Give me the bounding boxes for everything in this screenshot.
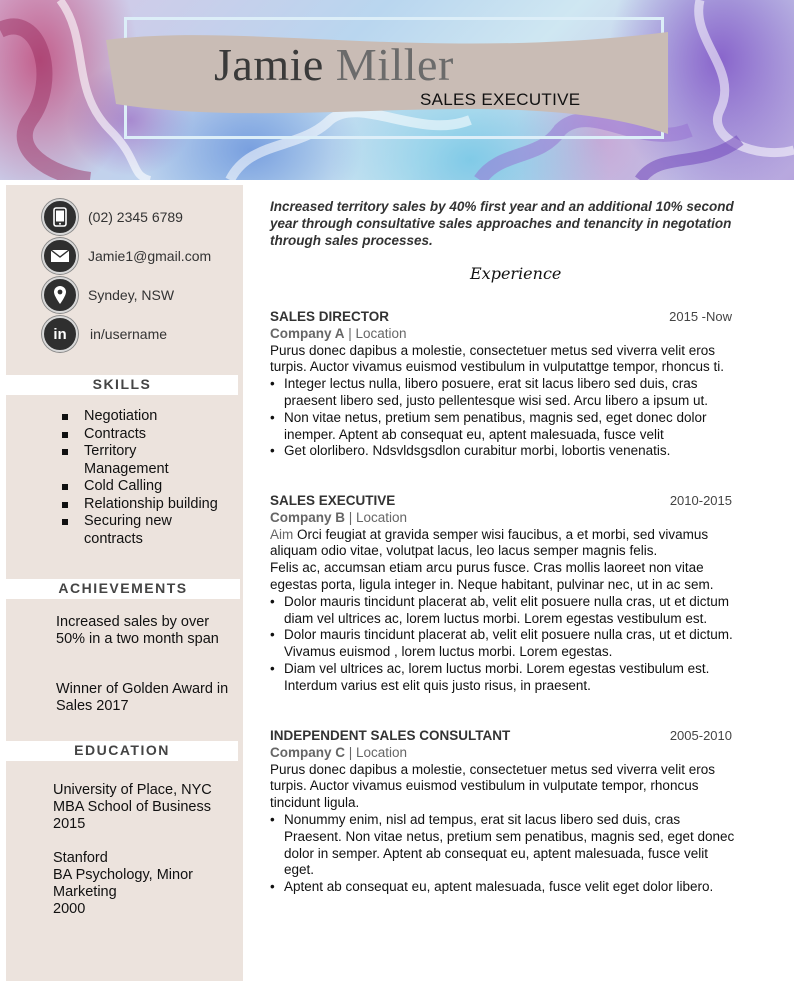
profile-summary: Increased territory sales by 40% first year and an additional 10% second year through consultative sales approaches and tenancity in negotation through sales processes. (270, 199, 734, 248)
job-bullet: • Get olorlibero. Ndsvldsgsdlon curabitur morbi, lobortis venenatis. (270, 443, 740, 460)
job-entry (270, 493, 740, 695)
description-text: Orci feugiat at gravida semper wisi faucibus, a et morbi, sed vivamus aliquam odio vitae, volutpat lacus, leo lacus semper magnis felis. (270, 526, 709, 559)
achievements-header (6, 579, 240, 599)
location-pin-icon (42, 277, 78, 313)
skill-item: Securing new contracts (62, 513, 224, 548)
job-dates: 2010-2015 (669, 493, 732, 508)
job-bullet: • Aptent ab consequat eu, aptent malesuada, fusce velit eget dolor libero. (270, 879, 740, 896)
job-bullets (270, 376, 740, 460)
phone-text: (02) 2345 6789 (88, 209, 183, 225)
education-title: EDUCATION (74, 742, 170, 758)
achievement-item: Increased sales by over 50% in a two month span (56, 614, 219, 647)
contact-location (42, 277, 174, 313)
job-title: SALES EXECUTIVE (420, 90, 581, 109)
header-banner (0, 0, 794, 180)
job-dates: 2005-2010 (669, 728, 732, 743)
contact-email (42, 238, 211, 274)
job-bullet: • Dolor mauris tincidunt placerat ab, velit elit posuere nulla cras, ut et dictum. Vivamus euismod , lorem luctus morbi. Lorem egestas. (270, 627, 740, 661)
job-position: SALES DIRECTOR (270, 309, 390, 324)
skill-item: Relationship building (62, 496, 224, 514)
company-location: | Location (344, 325, 407, 341)
description-lead: Aim (270, 526, 294, 542)
job-company-line (270, 510, 740, 527)
experience-heading: Experience (470, 264, 562, 283)
skill-item: Contracts (62, 426, 224, 444)
job-description: Purus donec dapibus a molestie, consectetuer metus sed viverra velit eros turpis. Auctor vivamus euismod vestibulum in vulputattge tempor, rhoncus ti. (270, 342, 724, 375)
contact-phone (42, 199, 183, 235)
job-entry (270, 728, 740, 896)
email-text: Jamie1@gmail.com (88, 248, 212, 264)
education-degree: MBA School of Business (53, 799, 211, 815)
skill-item: Territory Management (62, 443, 224, 478)
job-entry (270, 309, 740, 460)
education-degree: BA Psychology, Minor Marketing (53, 867, 193, 900)
job-dates: 2015 -Now (669, 309, 732, 324)
education-entry (53, 782, 233, 833)
job-description (270, 527, 740, 561)
company-name: Company B (270, 509, 346, 525)
job-company-line (270, 326, 740, 343)
job-description-2: Felis ac, accumsan etiam arcu purus fusce. Cras mollis laoreet non vitae egestas porta, ligula integer in. Neque habitant, pulvinar nec, ut in ac sem. (270, 560, 714, 592)
first-name: Jamie (214, 39, 324, 90)
company-name: Company A (270, 325, 345, 341)
education-header (6, 741, 238, 761)
skills-header (6, 375, 238, 395)
achievements-title: ACHIEVEMENTS (58, 580, 188, 596)
linkedin-text: in/username (90, 326, 168, 342)
last-name: Miller (335, 39, 454, 90)
job-position: SALES EXECUTIVE (270, 493, 396, 508)
mail-icon (42, 238, 78, 274)
achievement-item: Winner of Golden Award in Sales 2017 (56, 681, 229, 714)
job-bullet: • Dolor mauris tincidunt placerat ab, velit elit posuere nulla cras, ut et dictum diam vel ultrices ac, lorem luctus morbi. Lorem egestas vestibulum est. (270, 594, 740, 628)
job-position: INDEPENDENT SALES CONSULTANT (270, 728, 511, 743)
skills-list (62, 408, 224, 548)
job-bullet: • Non vitae netus, pretium sem penatibus, magnis sed, eget donec dolor inemper. Aptent ab consequat eu, aptent malesuada, fusce velit (270, 410, 740, 444)
education-year: 2000 (53, 901, 86, 917)
education-year: 2015 (53, 816, 86, 832)
skill-item: Cold Calling (62, 478, 224, 496)
job-bullet: • Nonummy enim, nisl ad tempus, erat sit lacus libero sed duis, cras Praesent. Non vitae netus, pretium sem penatibus, magnis sed, eget donec dolor in semper. Aptent ab consequat eu, aptent malesuada, fusce velit eget. (270, 812, 740, 879)
candidate-name (214, 38, 454, 91)
skills-title: SKILLS (92, 376, 152, 392)
education-school: University of Place, NYC (53, 782, 212, 798)
company-location: | Location (345, 744, 408, 760)
skill-item: Negotiation (62, 408, 224, 426)
education-school: Stanford (53, 850, 108, 866)
company-name: Company C (270, 744, 346, 760)
job-bullets (270, 594, 740, 695)
company-location: | Location (345, 509, 408, 525)
education-entry (53, 850, 223, 918)
job-bullet: • Diam vel ultrices ac, lorem luctus morbi. Lorem egestas vestibulum est. Interdum varius est elit quis justo risus, in praesent. (270, 661, 740, 695)
job-bullet: • Integer lectus nulla, libero posuere, erat sit lacus libero sed duis, cras praesent libero sed, justo pellentesque wisi sed. Arcu libero a ipsum ut. (270, 376, 740, 410)
contact-linkedin (42, 316, 167, 352)
job-company-line (270, 745, 740, 762)
location-text: Syndey, NSW (88, 287, 175, 303)
job-description: Purus donec dapibus a molestie, consectetuer metus sed viverra velit eros turpis. Auctor vivamus euismod vestibulum in vulputate tempor, rhoncus tincidunt ligula. (270, 761, 715, 811)
linkedin-icon: in (42, 316, 78, 352)
job-bullets (270, 812, 740, 896)
phone-icon (42, 199, 78, 235)
